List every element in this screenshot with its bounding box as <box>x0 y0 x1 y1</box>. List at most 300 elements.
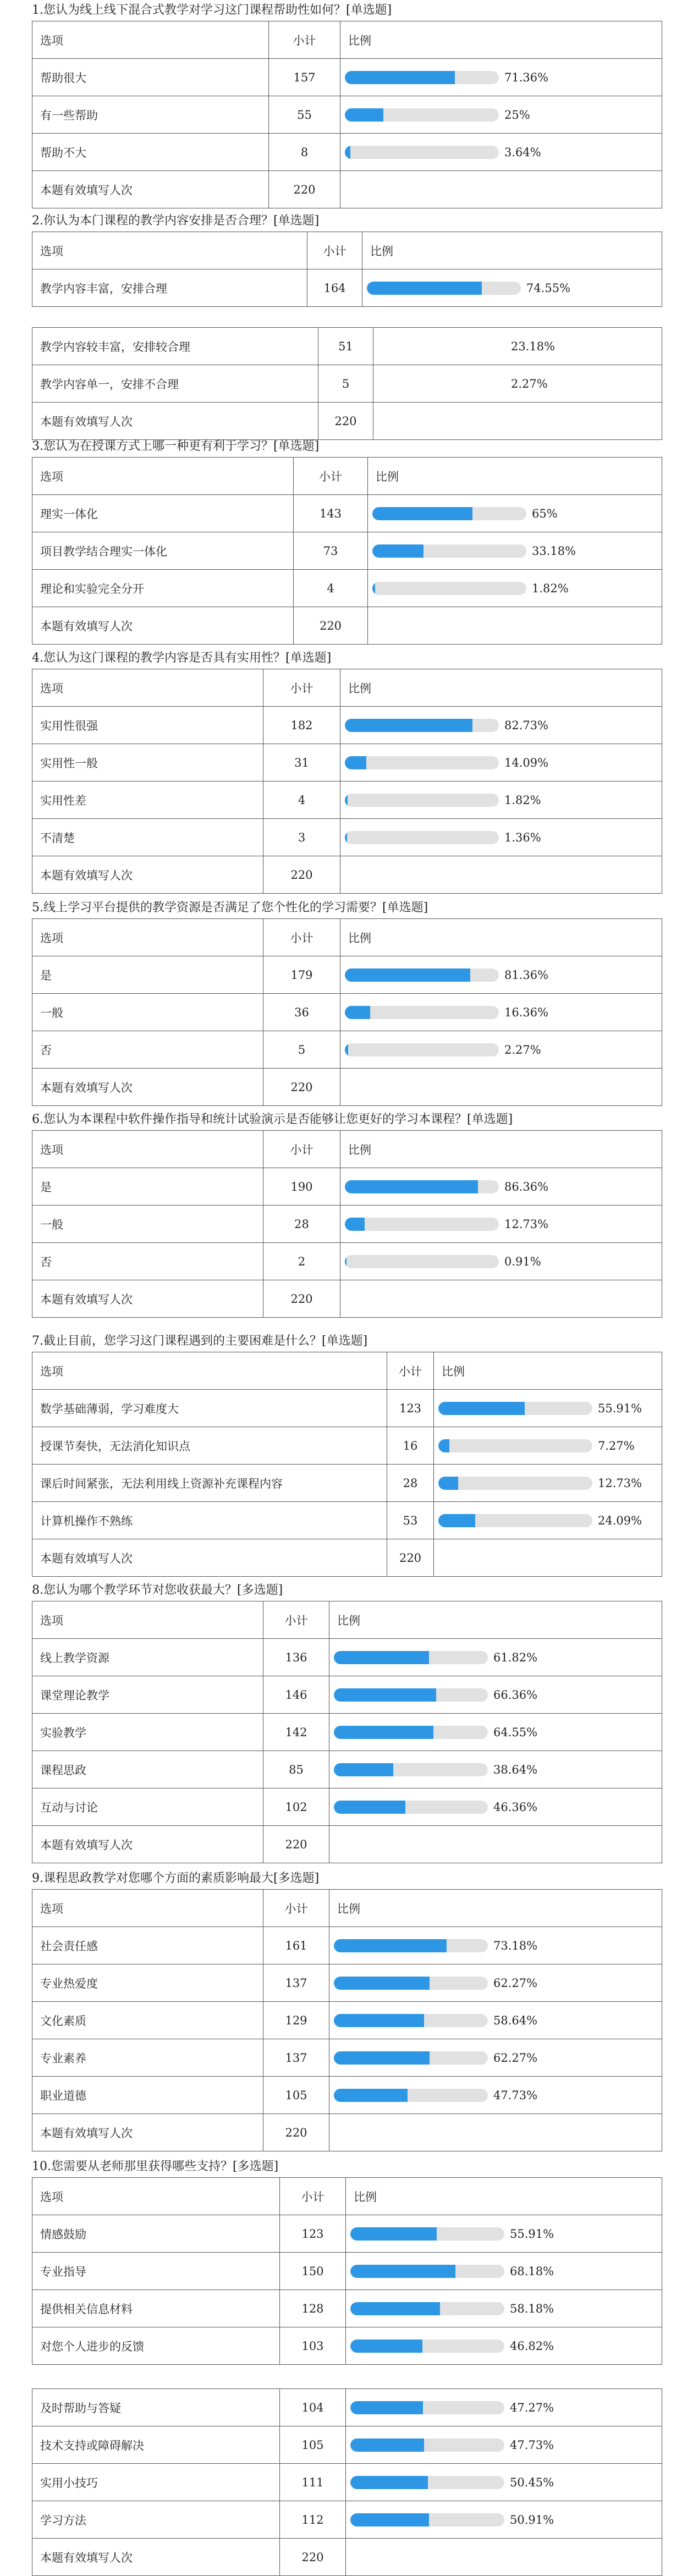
progress-bar-track <box>345 146 499 159</box>
header-option: 选项 <box>32 458 294 495</box>
table-header-row <box>32 232 662 269</box>
total-empty <box>346 2539 662 2576</box>
progress-bar-fill <box>334 1651 429 1664</box>
ratio-cell <box>340 59 662 96</box>
total-count: 220 <box>263 1826 329 1863</box>
ratio-cell <box>340 96 662 134</box>
table-row <box>32 707 662 744</box>
option-count: 4 <box>294 570 368 607</box>
table-row <box>32 1927 662 1964</box>
progress-bar-track <box>345 719 499 732</box>
percentage-value: 46.82% <box>510 2339 554 2353</box>
result-table <box>32 232 662 307</box>
ratio-cell <box>340 819 662 856</box>
progress-bar-fill <box>345 1255 346 1268</box>
header-option: 选项 <box>32 1601 263 1639</box>
total-label: 本题有效填写人次 <box>32 171 269 208</box>
percentage-value: 1.36% <box>504 830 541 844</box>
progress-bar-fill <box>345 719 472 732</box>
total-count: 220 <box>387 1539 434 1577</box>
ratio-cell <box>329 1714 662 1751</box>
total-count: 220 <box>263 2114 329 2151</box>
header-option: 选项 <box>32 21 269 59</box>
total-label: 本题有效填写人次 <box>32 856 263 894</box>
table-header-row <box>32 21 662 59</box>
table-row <box>32 328 662 365</box>
ratio-cell <box>346 2215 662 2253</box>
progress-bar-fill <box>438 1477 458 1490</box>
progress-bar-fill <box>345 831 347 844</box>
header-ratio: 比例 <box>362 232 662 269</box>
ratio-cell <box>346 2501 662 2539</box>
ratio-cell <box>329 1676 662 1714</box>
ratio-cell <box>340 134 662 171</box>
progress-bar-track <box>345 1006 499 1019</box>
progress-bar-fill <box>350 2302 440 2315</box>
question-title: 3.您认为在授课方式上哪一种更有利于学习？[单选题] <box>32 439 320 453</box>
progress-bar-track <box>350 2439 504 2452</box>
percentage-value: 2.27% <box>511 377 548 390</box>
option-label: 实用性一般 <box>32 744 263 781</box>
ratio-cell <box>340 994 662 1031</box>
option-label: 互动与讨论 <box>32 1788 263 1826</box>
progress-bar-track <box>350 2401 504 2414</box>
percentage-value: 47.73% <box>493 2088 538 2102</box>
ratio-cell <box>340 707 662 744</box>
option-label: 课后时间紧张，无法利用线上资源补充课程内容 <box>32 1465 387 1502</box>
option-label: 对您个人进步的反馈 <box>32 2327 280 2365</box>
option-count: 142 <box>263 1714 329 1751</box>
total-empty <box>373 403 662 440</box>
result-table <box>32 21 662 208</box>
result-table <box>32 918 662 1106</box>
table-row <box>32 1465 662 1502</box>
option-label: 及时帮助与答疑 <box>32 2389 280 2426</box>
result-table <box>32 2388 662 2576</box>
table-row <box>32 1676 662 1714</box>
table-row <box>32 365 662 403</box>
total-count: 220 <box>269 171 340 208</box>
progress-bar-fill <box>350 2439 424 2452</box>
percentage-value: 55.91% <box>598 1401 642 1415</box>
option-count: 136 <box>263 1639 329 1676</box>
option-label: 课堂理论教学 <box>32 1676 263 1714</box>
option-label: 一般 <box>32 1206 263 1243</box>
table-row <box>32 744 662 781</box>
option-count: 182 <box>263 707 340 744</box>
total-empty <box>434 1539 662 1577</box>
progress-bar-track <box>350 2302 504 2315</box>
table-header-row <box>32 458 662 495</box>
percentage-value: 16.36% <box>504 1005 549 1019</box>
progress-bar-track <box>345 1043 499 1056</box>
progress-bar-track <box>372 507 526 520</box>
percentage-value: 61.82% <box>493 1650 538 1664</box>
table-total-row <box>32 403 662 440</box>
question-title: 10.您需要从老师那里获得哪些支持？[多选题] <box>32 2160 279 2173</box>
option-label: 社会责任感 <box>32 1927 263 1964</box>
progress-bar-fill <box>334 2051 430 2065</box>
header-option: 选项 <box>32 232 307 269</box>
option-label: 专业素养 <box>32 2039 263 2077</box>
ratio-cell <box>373 328 662 365</box>
option-count: 105 <box>263 2077 329 2114</box>
header-ratio: 比例 <box>368 458 662 495</box>
progress-bar-track <box>334 1688 488 1702</box>
total-label: 本题有效填写人次 <box>32 607 294 645</box>
option-count: 112 <box>280 2501 346 2539</box>
header-count: 小计 <box>263 1131 340 1168</box>
percentage-value: 62.27% <box>493 2051 538 2065</box>
percentage-value: 1.82% <box>532 581 569 595</box>
option-count: 123 <box>280 2215 346 2253</box>
option-count: 190 <box>263 1168 340 1206</box>
table-row <box>32 1751 662 1788</box>
ratio-cell <box>346 2426 662 2464</box>
question-title: 6.您认为本课程中软件操作指导和统计试验演示是否能够让您更好的学习本课程？[单选题] <box>32 1113 513 1126</box>
progress-bar-fill <box>345 1043 348 1056</box>
table-total-row <box>32 1826 662 1863</box>
percentage-value: 46.36% <box>493 1800 538 1814</box>
table-header-row <box>32 1352 662 1390</box>
progress-bar-track <box>438 1402 592 1415</box>
table-header-row <box>32 1131 662 1168</box>
option-count: 123 <box>387 1390 434 1427</box>
progress-bar-track <box>367 282 521 295</box>
percentage-value: 38.64% <box>493 1763 538 1776</box>
header-ratio: 比例 <box>434 1352 662 1390</box>
total-empty <box>368 607 662 645</box>
total-label: 本题有效填写人次 <box>32 2114 263 2151</box>
header-ratio: 比例 <box>340 919 662 956</box>
progress-bar-track <box>334 2051 488 2065</box>
option-label: 否 <box>32 1031 263 1069</box>
total-empty <box>340 171 662 208</box>
result-table <box>32 1601 662 1863</box>
progress-bar-fill <box>367 282 482 295</box>
progress-bar-track <box>334 1651 488 1664</box>
table-row <box>32 1168 662 1206</box>
option-label: 帮助很大 <box>32 59 269 96</box>
progress-bar-track <box>350 2265 504 2278</box>
progress-bar-track <box>334 2014 488 2027</box>
option-label: 计算机操作不熟练 <box>32 1502 387 1539</box>
table-total-row <box>32 1539 662 1577</box>
table-row <box>32 1964 662 2002</box>
option-count: 28 <box>263 1206 340 1243</box>
progress-bar-fill <box>438 1439 449 1452</box>
progress-bar-track <box>350 2227 504 2241</box>
percentage-value: 24.09% <box>598 1513 642 1527</box>
ratio-cell <box>329 1639 662 1676</box>
ratio-cell <box>368 495 662 532</box>
option-label: 提供相关信息材料 <box>32 2290 280 2327</box>
table-total-row <box>32 1280 662 1318</box>
option-count: 4 <box>263 781 340 819</box>
option-count: 36 <box>263 994 340 1031</box>
progress-bar-fill <box>345 794 348 807</box>
table-row <box>32 269 662 307</box>
progress-bar-track <box>334 1763 488 1776</box>
header-option: 选项 <box>32 1131 263 1168</box>
total-label: 本题有效填写人次 <box>32 403 318 440</box>
table-header-row <box>32 1890 662 1927</box>
progress-bar-fill <box>350 2227 437 2241</box>
progress-bar-fill <box>334 1977 430 1990</box>
option-count: 5 <box>263 1031 340 1069</box>
percentage-value: 50.45% <box>510 2475 554 2489</box>
option-count: 146 <box>263 1676 329 1714</box>
progress-bar-fill <box>334 1763 393 1776</box>
question-title: 8.您认为哪个教学环节对您收获最大？[多选题] <box>32 1583 283 1597</box>
table-row <box>32 96 662 134</box>
option-label: 线上教学资源 <box>32 1639 263 1676</box>
header-ratio: 比例 <box>329 1601 662 1639</box>
table-row <box>32 956 662 994</box>
progress-bar-fill <box>334 1726 433 1739</box>
progress-bar-track <box>350 2513 504 2527</box>
option-label: 授课节奏快，无法消化知识点 <box>32 1427 387 1465</box>
ratio-cell <box>434 1427 662 1465</box>
table-row <box>32 1390 662 1427</box>
ratio-cell <box>346 2464 662 2501</box>
total-empty <box>340 1069 662 1106</box>
option-count: 143 <box>294 495 368 532</box>
percentage-value: 12.73% <box>598 1476 642 1490</box>
percentage-value: 47.27% <box>510 2401 554 2414</box>
option-count: 105 <box>280 2426 346 2464</box>
percentage-value: 55.91% <box>510 2227 554 2241</box>
header-count: 小计 <box>280 2178 346 2215</box>
percentage-value: 62.27% <box>493 1976 538 1990</box>
option-count: 31 <box>263 744 340 781</box>
progress-bar-track <box>334 1726 488 1739</box>
progress-bar-track <box>345 1255 499 1268</box>
total-count: 220 <box>318 403 373 440</box>
table-row <box>32 2039 662 2077</box>
option-count: 55 <box>269 96 340 134</box>
progress-bar-track <box>345 794 499 807</box>
table-row <box>32 2253 662 2290</box>
option-label: 实用性很强 <box>32 707 263 744</box>
option-label: 有一些帮助 <box>32 96 269 134</box>
progress-bar-fill <box>334 2014 424 2027</box>
percentage-value: 3.64% <box>504 145 541 159</box>
progress-bar-fill <box>334 2089 408 2102</box>
option-label: 专业热爱度 <box>32 1964 263 2002</box>
percentage-value: 73.18% <box>493 1939 538 1952</box>
option-label: 项目教学结合理实一体化 <box>32 532 294 570</box>
option-label: 否 <box>32 1243 263 1280</box>
header-count: 小计 <box>263 919 340 956</box>
table-row <box>32 1714 662 1751</box>
option-label: 技术支持或障碍解决 <box>32 2426 280 2464</box>
option-count: 161 <box>263 1927 329 1964</box>
ratio-cell <box>340 1206 662 1243</box>
total-count: 220 <box>294 607 368 645</box>
option-label: 理实一体化 <box>32 495 294 532</box>
header-option: 选项 <box>32 919 263 956</box>
progress-bar-track <box>350 2476 504 2489</box>
total-label: 本题有效填写人次 <box>32 1826 263 1863</box>
result-table <box>32 1352 662 1577</box>
option-label: 不清楚 <box>32 819 263 856</box>
percentage-value: 71.36% <box>504 70 549 84</box>
ratio-cell <box>340 1168 662 1206</box>
progress-bar-track <box>345 968 499 982</box>
header-ratio: 比例 <box>340 1131 662 1168</box>
table-row <box>32 1502 662 1539</box>
progress-bar-fill <box>345 71 455 84</box>
table-total-row <box>32 2539 662 2576</box>
ratio-cell <box>346 2253 662 2290</box>
progress-bar-fill <box>350 2401 423 2414</box>
header-ratio: 比例 <box>329 1890 662 1927</box>
option-count: 164 <box>307 269 362 307</box>
table-header-row <box>32 669 662 707</box>
header-ratio: 比例 <box>346 2178 662 2215</box>
question-title: 4.您认为这门课程的教学内容是否具有实用性？[单选题] <box>32 651 332 665</box>
progress-bar-fill <box>372 582 375 595</box>
option-label: 教学内容较丰富，安排较合理 <box>32 328 318 365</box>
percentage-value: 33.18% <box>532 544 576 558</box>
total-label: 本题有效填写人次 <box>32 2539 280 2576</box>
progress-bar-track <box>350 2340 504 2353</box>
progress-bar-track <box>345 756 499 769</box>
option-count: 73 <box>294 532 368 570</box>
ratio-cell <box>329 1964 662 2002</box>
table-row <box>32 1206 662 1243</box>
progress-bar-fill <box>345 1180 478 1193</box>
option-label: 情感鼓励 <box>32 2215 280 2253</box>
progress-bar-fill <box>350 2513 429 2527</box>
result-table <box>32 1130 662 1318</box>
progress-bar-fill <box>372 507 472 520</box>
header-count: 小计 <box>307 232 362 269</box>
progress-bar-fill <box>438 1514 475 1527</box>
option-count: 85 <box>263 1751 329 1788</box>
ratio-cell <box>346 2290 662 2327</box>
progress-bar-track <box>345 71 499 84</box>
result-table <box>32 669 662 894</box>
total-count: 220 <box>263 1280 340 1318</box>
table-row <box>32 1639 662 1676</box>
option-count: 128 <box>280 2290 346 2327</box>
progress-bar-fill <box>350 2476 428 2489</box>
progress-bar-fill <box>350 2340 422 2353</box>
table-total-row <box>32 171 662 208</box>
option-label: 数学基础薄弱，学习难度大 <box>32 1390 387 1427</box>
progress-bar-track <box>372 544 526 558</box>
header-option: 选项 <box>32 2178 280 2215</box>
table-row <box>32 2327 662 2365</box>
option-count: 137 <box>263 1964 329 2002</box>
option-label: 是 <box>32 1168 263 1206</box>
progress-bar-fill <box>345 1006 370 1019</box>
progress-bar-fill <box>345 108 383 122</box>
header-count: 小计 <box>294 458 368 495</box>
progress-bar-track <box>345 108 499 122</box>
progress-bar-fill <box>345 968 470 982</box>
table-row <box>32 1788 662 1826</box>
table-total-row <box>32 2114 662 2151</box>
option-count: 51 <box>318 328 373 365</box>
ratio-cell <box>329 2077 662 2114</box>
percentage-value: 23.18% <box>511 339 556 353</box>
progress-bar-track <box>334 1801 488 1814</box>
option-label: 学习方法 <box>32 2501 280 2539</box>
question-title: 5.线上学习平台提供的教学资源是否满足了您个性化的学习需要？[单选题] <box>32 901 428 915</box>
header-count: 小计 <box>263 1890 329 1927</box>
option-label: 理论和实验完全分开 <box>32 570 294 607</box>
table-header-row <box>32 2178 662 2215</box>
option-label: 职业道德 <box>32 2077 263 2114</box>
ratio-cell <box>434 1465 662 1502</box>
percentage-value: 50.91% <box>510 2513 554 2527</box>
question-title: 7.截止目前，您学习这门课程遇到的主要困难是什么？[单选题] <box>32 1334 368 1348</box>
table-total-row <box>32 856 662 894</box>
header-count: 小计 <box>263 669 340 707</box>
ratio-cell <box>340 1243 662 1280</box>
table-row <box>32 2290 662 2327</box>
option-count: 129 <box>263 2002 329 2039</box>
progress-bar-fill <box>345 756 366 769</box>
header-option: 选项 <box>32 1352 387 1390</box>
percentage-value: 65% <box>532 507 558 520</box>
percentage-value: 47.73% <box>510 2438 554 2452</box>
table-total-row <box>32 607 662 645</box>
table-header-row <box>32 1601 662 1639</box>
table-row <box>32 495 662 532</box>
table-row <box>32 2501 662 2539</box>
table-row <box>32 1427 662 1465</box>
option-label: 文化素质 <box>32 2002 263 2039</box>
percentage-value: 58.18% <box>510 2302 554 2315</box>
option-label: 专业指导 <box>32 2253 280 2290</box>
progress-bar-fill <box>345 1218 365 1231</box>
progress-bar-track <box>334 2089 488 2102</box>
option-count: 150 <box>280 2253 346 2290</box>
question-title: 9.课程思政教学对您哪个方面的素质影响最大[多选题] <box>32 1872 320 1885</box>
option-count: 137 <box>263 2039 329 2077</box>
percentage-value: 2.27% <box>504 1043 541 1056</box>
total-label: 本题有效填写人次 <box>32 1069 263 1106</box>
table-row <box>32 1031 662 1069</box>
total-label: 本题有效填写人次 <box>32 1539 387 1577</box>
result-table <box>32 457 662 645</box>
ratio-cell <box>368 532 662 570</box>
percentage-value: 86.36% <box>504 1180 549 1193</box>
ratio-cell <box>340 956 662 994</box>
percentage-value: 7.27% <box>598 1439 635 1452</box>
option-label: 一般 <box>32 994 263 1031</box>
percentage-value: 25% <box>504 108 530 122</box>
ratio-cell <box>434 1502 662 1539</box>
progress-bar-fill <box>334 1939 447 1952</box>
percentage-value: 64.55% <box>493 1725 538 1739</box>
header-option: 选项 <box>32 1890 263 1927</box>
table-row <box>32 59 662 96</box>
table-row <box>32 134 662 171</box>
progress-bar-track <box>438 1477 592 1490</box>
table-row <box>32 994 662 1031</box>
table-row <box>32 2002 662 2039</box>
progress-bar-fill <box>350 2265 455 2278</box>
progress-bar-track <box>438 1439 592 1452</box>
ratio-cell <box>340 781 662 819</box>
option-label: 实用性差 <box>32 781 263 819</box>
header-option: 选项 <box>32 669 263 707</box>
